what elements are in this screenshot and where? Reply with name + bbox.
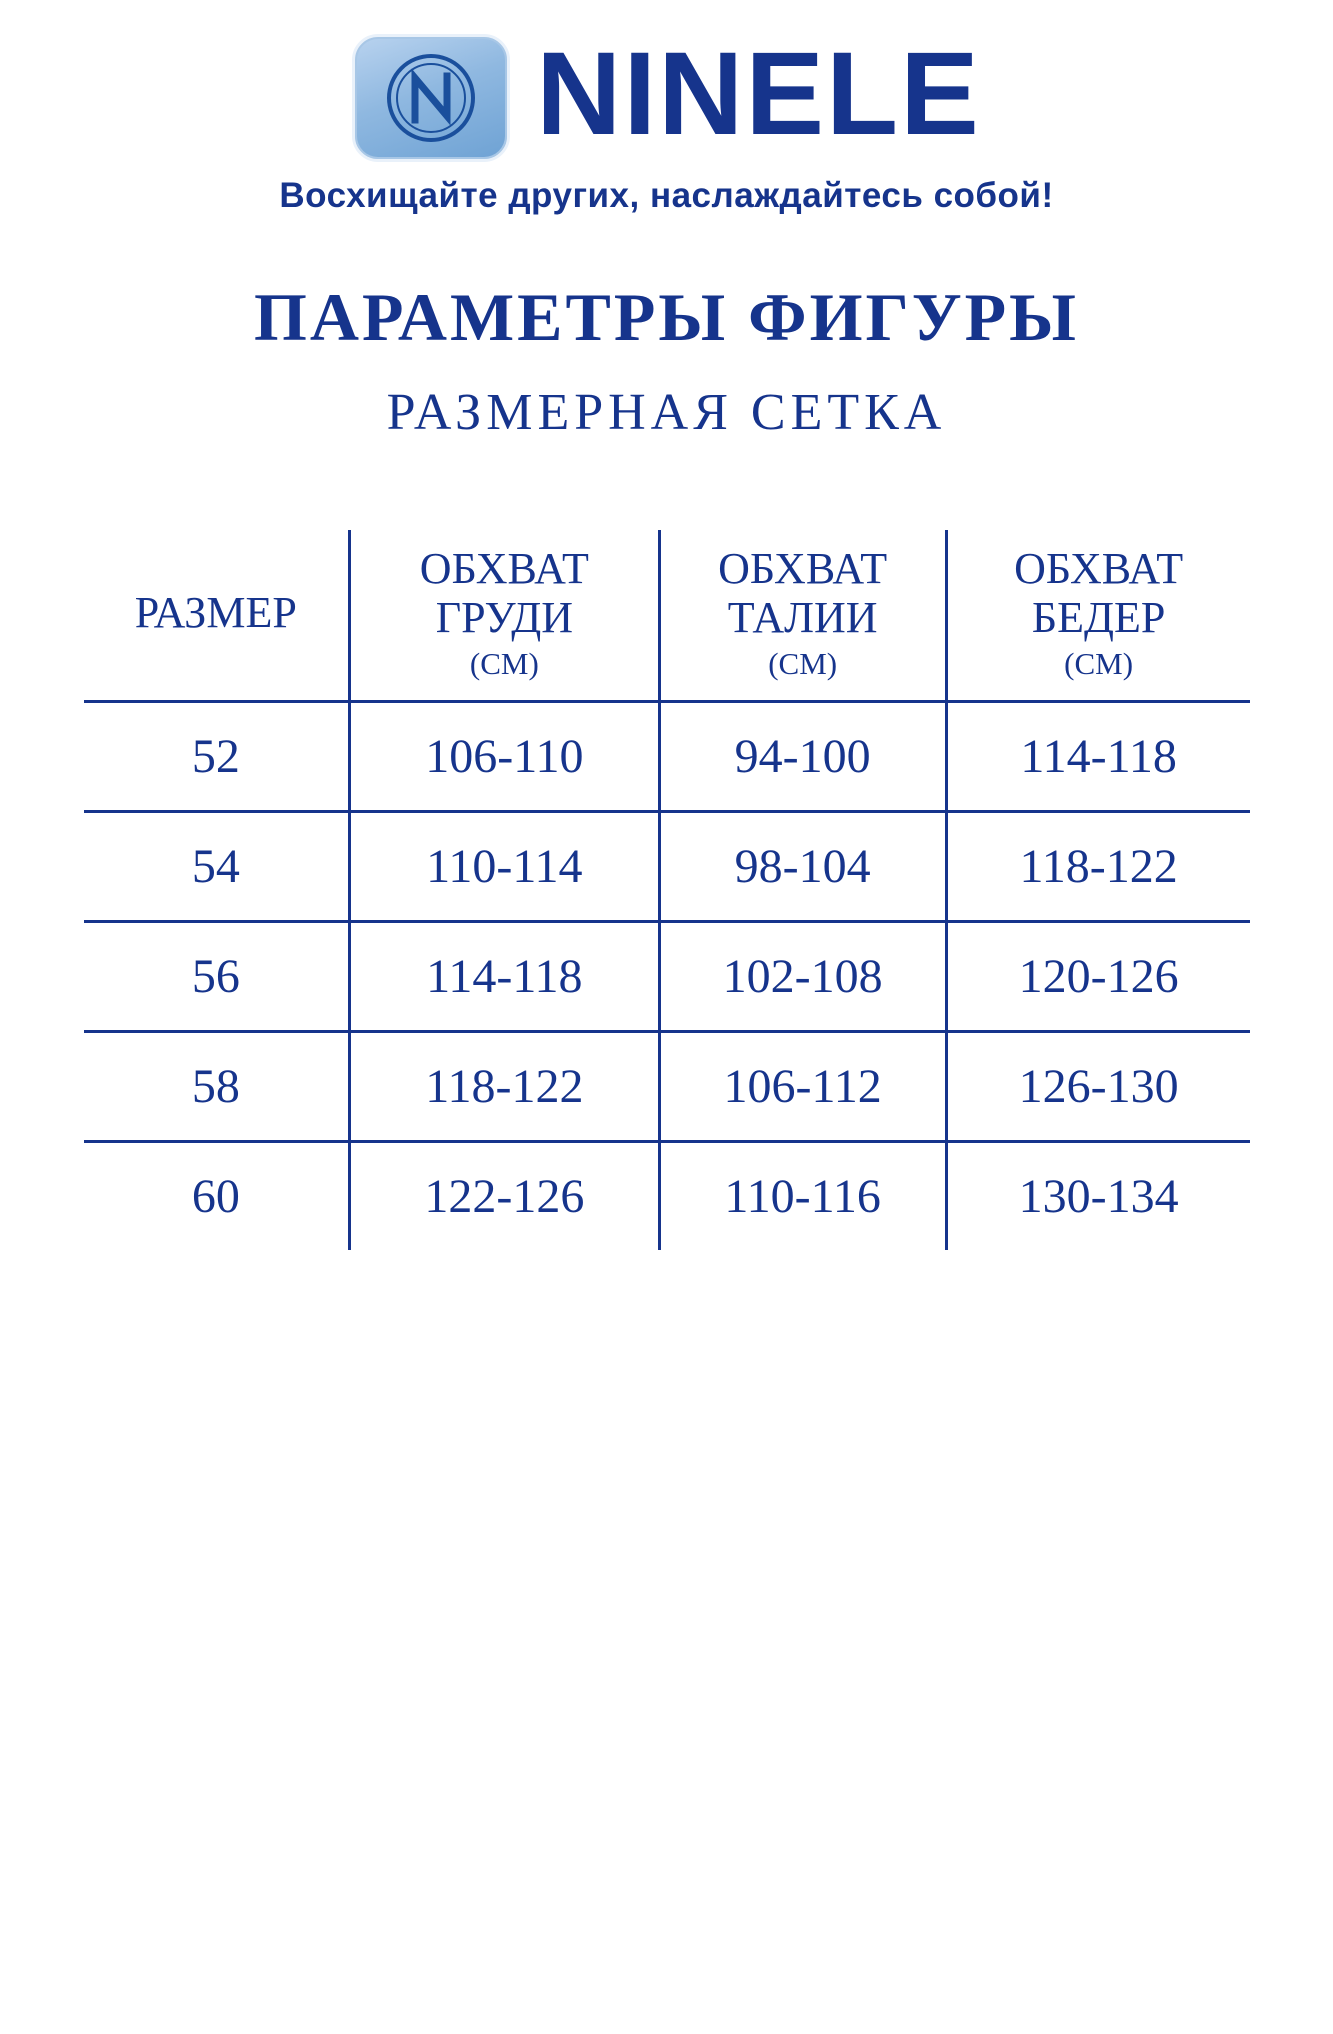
column-header-bust-unit: (СМ) <box>469 645 539 681</box>
table-row <box>84 811 1250 921</box>
cell-hips: 114-118 <box>946 701 1249 811</box>
page-subtitle: РАЗМЕРНАЯ СЕТКА <box>386 384 947 441</box>
column-header-waist <box>659 530 946 701</box>
column-header-bust-line2: ГРУДИ <box>435 593 573 643</box>
table-row <box>84 1141 1250 1250</box>
cell-hips: 130-134 <box>1018 1169 1179 1223</box>
column-header-hips-unit: (СМ) <box>1064 645 1134 681</box>
cell-size: 56 <box>84 921 350 1031</box>
cell-bust: 118-122 <box>350 1031 659 1141</box>
table-header <box>84 530 1250 701</box>
size-table-container <box>84 530 1250 1250</box>
column-header-waist-line2: ТАЛИИ <box>727 593 878 643</box>
table-row <box>84 921 1250 1031</box>
cell-waist: 106-112 <box>659 1031 946 1141</box>
column-header-size <box>84 530 350 701</box>
column-header-bust-line1: ОБХВАТ <box>419 544 589 593</box>
cell-waist: 110-116 <box>659 1141 946 1250</box>
table-body <box>84 701 1250 1250</box>
cell-hips: 126-130 <box>946 1031 1249 1141</box>
column-header-bust <box>350 530 659 701</box>
page-title: ПАРАМЕТРЫ ФИГУРЫ <box>254 279 1079 355</box>
column-header-size-label: РАЗМЕР <box>134 588 297 638</box>
size-table <box>84 530 1250 1250</box>
column-header-hips-line1: ОБХВАТ <box>1014 544 1184 593</box>
cell-waist: 102-108 <box>659 921 946 1031</box>
column-header-hips-line2: БЕДЕР <box>1031 593 1166 643</box>
table-row <box>84 1031 1250 1141</box>
size-chart-page <box>0 28 1333 2034</box>
cell-size: 54 <box>84 811 350 921</box>
cell-waist: 98-104 <box>659 811 946 921</box>
brand-name: NINELE <box>536 28 981 160</box>
cell-bust: 122-126 <box>350 1141 659 1250</box>
table-header-row <box>84 530 1250 701</box>
column-header-waist-line1: ОБХВАТ <box>718 544 888 593</box>
brand-header <box>0 28 1333 162</box>
cell-bust: 106-110 <box>350 701 659 811</box>
cell-hips: 118-122 <box>946 811 1249 921</box>
table-row <box>84 701 1250 811</box>
column-header-waist-unit: (СМ) <box>768 645 838 681</box>
column-header-hips <box>946 530 1249 701</box>
cell-size: 60 <box>84 1141 350 1250</box>
cell-waist: 94-100 <box>659 701 946 811</box>
cell-bust: 114-118 <box>350 921 659 1031</box>
cell-size: 58 <box>84 1031 350 1141</box>
cell-hips: 120-126 <box>946 921 1249 1031</box>
brand-tagline: Восхищайте других, наслаждайтесь собой! <box>279 176 1054 215</box>
cell-bust: 110-114 <box>350 811 659 921</box>
cell-size: 52 <box>84 701 350 811</box>
ninele-monogram-icon <box>352 34 510 162</box>
